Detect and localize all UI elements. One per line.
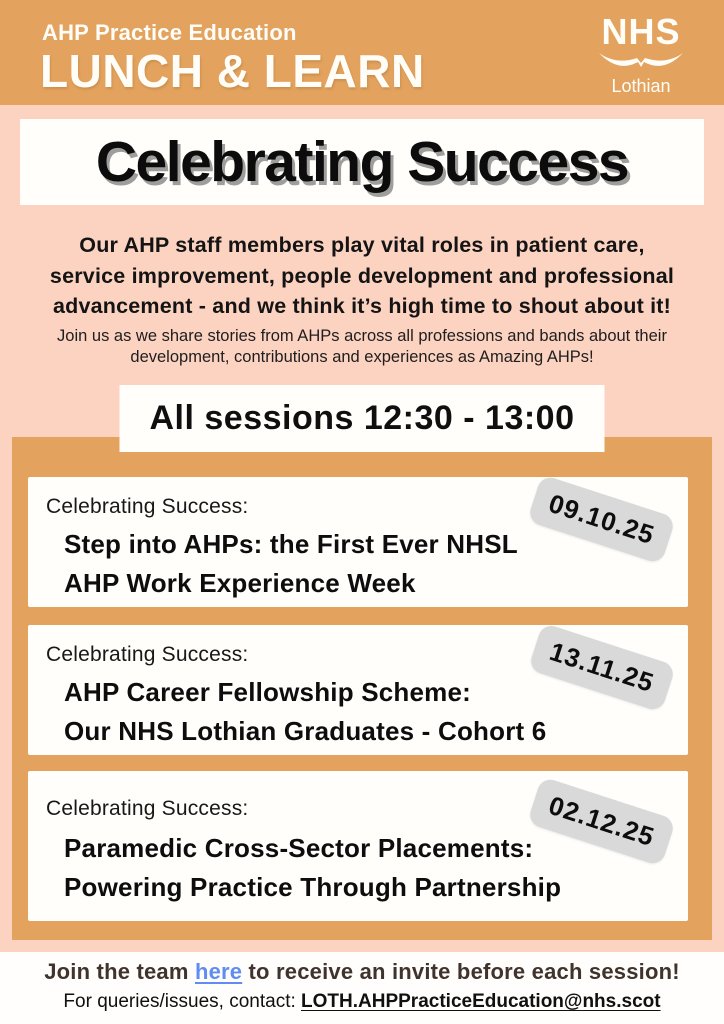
session-date-badge: 13.11.25: [528, 623, 676, 713]
intro-subline: development, contributions and experiences as Amazing AHPs!: [130, 348, 594, 367]
session-label: Celebrating Success:: [46, 643, 249, 666]
nhs-lothian-logo: [586, 11, 696, 96]
session-title: [64, 525, 518, 603]
join-suffix-text: to receive an invite before each session!: [242, 959, 680, 984]
sessions-panel: [12, 437, 712, 940]
header-banner: [0, 0, 724, 105]
session-title: [64, 829, 561, 907]
header-kicker: AHP Practice Education: [42, 20, 297, 45]
session-date-badge: 09.10.25: [527, 474, 676, 564]
session-title-line: Step into AHPs: the First Ever NHSL: [64, 529, 518, 559]
session-title-line: Paramedic Cross-Sector Placements:: [64, 833, 534, 863]
intro-line: advancement - and we think it’s high time to shout about it!: [52, 294, 671, 319]
session-card: [28, 477, 688, 607]
session-title-line: AHP Career Fellowship Scheme:: [64, 677, 472, 707]
contact-prefix-text: For queries/issues, contact:: [63, 991, 302, 1012]
contact-email-link[interactable]: LOTH.AHPPracticeEducation@nhs.scot: [301, 991, 661, 1012]
join-prefix-text: Join the team: [44, 959, 195, 984]
session-label: Celebrating Success:: [46, 797, 249, 820]
session-title-line: Powering Practice Through Partnership: [64, 872, 562, 902]
session-card: [28, 771, 688, 921]
session-title-line: Our NHS Lothian Graduates - Cohort 6: [64, 716, 547, 746]
contact-line: [0, 991, 724, 1013]
join-here-link[interactable]: here: [194, 959, 243, 984]
session-date-badge: 02.12.25: [527, 776, 676, 866]
join-team-line: [0, 959, 724, 985]
intro-line: Our AHP staff members play vital roles in patient care,: [79, 233, 645, 257]
nhs-logo-text: NHS: [601, 11, 681, 52]
page-title: Celebrating Success: [95, 130, 629, 194]
hero-title-band: [20, 119, 704, 205]
nhs-swoosh-icon: [586, 51, 696, 77]
session-label: Celebrating Success:: [46, 495, 249, 518]
intro-subparagraph: [0, 326, 724, 369]
intro-paragraph: [0, 230, 724, 322]
nhs-logo-region: Lothian: [611, 76, 671, 96]
sessions-time-banner: All sessions 12:30 - 13:00: [119, 385, 604, 452]
footer: [0, 952, 724, 1024]
intro-subline: Join us as we share stories from AHPs across all professions and bands about their: [57, 327, 667, 345]
intro-line: service improvement, people development and professional: [49, 263, 675, 288]
header-title: LUNCH & LEARN: [40, 45, 425, 97]
session-title-line: AHP Work Experience Week: [64, 568, 416, 598]
session-title: [64, 673, 546, 751]
session-card: [28, 625, 688, 755]
